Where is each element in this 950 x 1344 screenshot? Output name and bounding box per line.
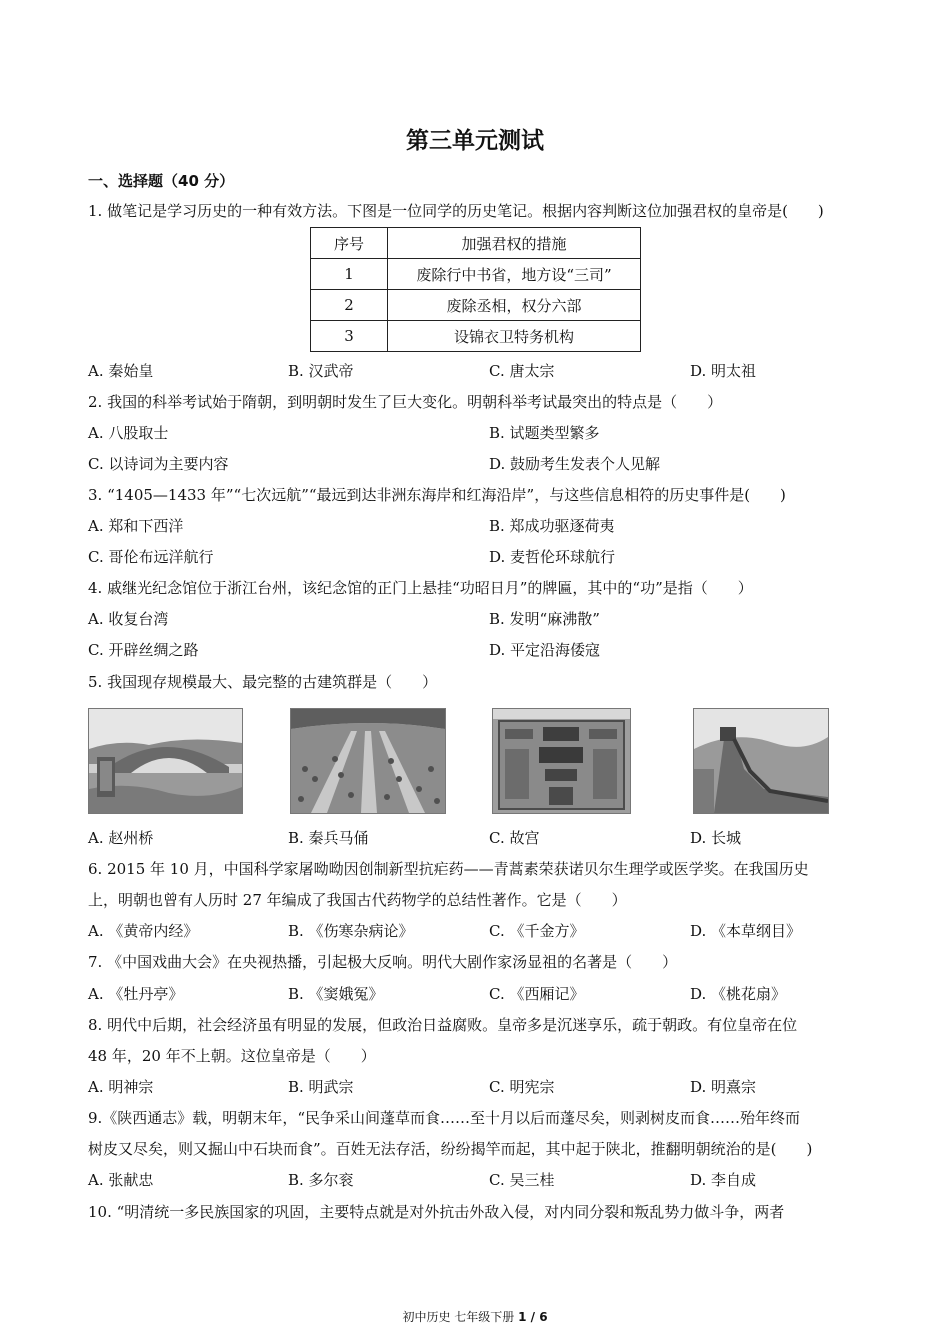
option-c: C. 吴三桂	[489, 1171, 555, 1189]
table-cell: 2	[311, 290, 388, 321]
option-d: D. 鼓励考生发表个人见解	[489, 455, 661, 473]
table-header-row	[311, 228, 641, 259]
option-b: B. 多尔衮	[288, 1171, 354, 1189]
zhaozhou-bridge-photo	[88, 708, 243, 814]
option-c: C. 开辟丝绸之路	[88, 641, 199, 659]
section-heading: 一、选择题（40 分）	[88, 172, 235, 190]
question-7-stem: 7. 《中国戏曲大会》在央视热播，引起极大反响。明代大剧作家汤显祖的名著是（ ）	[88, 953, 678, 971]
great-wall-photo	[693, 708, 829, 814]
option-c: C. 以诗词为主要内容	[88, 455, 229, 473]
option-a: A. 张献忠	[88, 1171, 154, 1189]
option-b: B. 《伤寒杂病论》	[288, 922, 414, 940]
option-b: B. 郑成功驱逐荷夷	[489, 517, 615, 535]
option-c: C. 哥伦布远洋航行	[88, 548, 214, 566]
page-title: 第三单元测试	[406, 128, 544, 154]
question-4-stem: 4. 戚继光纪念馆位于浙江台州，该纪念馆的正门上悬挂“功昭日月”的牌匾，其中的“功”是指（ ）	[88, 579, 753, 597]
table-cell: 废除丞相，权分六部	[388, 290, 641, 321]
option-b: B. 汉武帝	[288, 362, 354, 380]
page-number: 1 / 6	[518, 1310, 548, 1324]
option-b: B. 秦兵马俑	[288, 829, 369, 847]
option-a: A. 明神宗	[88, 1078, 154, 1096]
table-row	[311, 321, 641, 352]
page-footer	[0, 1308, 950, 1325]
option-a: A. 收复台湾	[88, 610, 169, 628]
option-b: B. 《窦娥冤》	[288, 985, 384, 1003]
option-d: D. 长城	[690, 829, 742, 847]
question-9-stem: 9.《陕西通志》载，明朝末年，“民争采山间蓬草而食……至十月以后而蓬尽矣，则剥树皮而食……殆年终而	[88, 1109, 800, 1127]
question-6-stem-cont: 上，明朝也曾有人历时 27 年编成了我国古代药物学的总结性著作。它是（ ）	[88, 891, 627, 909]
question-10-stem: 10. “明清统一多民族国家的巩固，主要特点就是对外抗击外敌入侵，对内同分裂和叛乱势力做斗争，两者	[88, 1203, 785, 1221]
option-d: D. 平定沿海倭寇	[489, 641, 601, 659]
option-b: B. 发明“麻沸散”	[489, 610, 600, 628]
option-d: D. 明熹宗	[690, 1078, 757, 1096]
question-5-stem: 5. 我国现存规模最大、最完整的古建筑群是（ ）	[88, 673, 438, 691]
option-c: C. 《千金方》	[489, 922, 585, 940]
option-a: A. 《黄帝内经》	[88, 922, 199, 940]
forbidden-city-photo	[492, 708, 631, 814]
question-9-stem-cont: 树皮又尽矣，则又掘山中石块而食”。百姓无法存活，纷纷揭竿而起，其中起于陕北，推翻明朝统治的是( )	[88, 1140, 813, 1158]
option-d: D. 麦哲伦环球航行	[489, 548, 616, 566]
option-c: C. 明宪宗	[489, 1078, 555, 1096]
table-row	[311, 259, 641, 290]
option-d: D. 《桃花扇》	[690, 985, 787, 1003]
question-8-stem: 8. 明代中后期，社会经济虽有明显的发展，但政治日益腐败。皇帝多是沉迷享乐，疏于朝政。有位皇帝在位	[88, 1016, 798, 1034]
option-b: B. 试题类型繁多	[489, 424, 600, 442]
question-6-stem: 6. 2015 年 10 月，中国科学家屠呦呦因创制新型抗疟药——青蒿素荣获诺贝尔生理学或医学奖。在我国历史	[88, 860, 809, 878]
option-b: B. 明武宗	[288, 1078, 354, 1096]
option-c: C. 唐太宗	[489, 362, 555, 380]
option-d: D. 明太祖	[690, 362, 757, 380]
table-header: 序号	[311, 228, 388, 259]
footer-text: 初中历史 七年级下册	[402, 1310, 515, 1324]
option-d: D. 《本草纲目》	[690, 922, 802, 940]
question-2-stem: 2. 我国的科举考试始于隋朝，到明朝时发生了巨大变化。明朝科举考试最突出的特点是（ ）	[88, 393, 723, 411]
option-a: A. 《牡丹亭》	[88, 985, 184, 1003]
table-cell: 1	[311, 259, 388, 290]
option-a: A. 郑和下西洋	[88, 517, 184, 535]
table-cell: 设锦衣卫特务机构	[388, 321, 641, 352]
option-c: C. 《西厢记》	[489, 985, 585, 1003]
table-header: 加强君权的措施	[388, 228, 641, 259]
question-8-stem-cont: 48 年，20 年不上朝。这位皇帝是（ ）	[88, 1047, 376, 1065]
option-a: A. 八股取士	[88, 424, 169, 442]
option-c: C. 故宫	[489, 829, 540, 847]
option-a: A. 秦始皇	[88, 362, 154, 380]
table-cell: 废除行中书省，地方设“三司”	[388, 259, 641, 290]
notes-table	[310, 227, 641, 352]
option-d: D. 李自成	[690, 1171, 757, 1189]
table-cell: 3	[311, 321, 388, 352]
table-row	[311, 290, 641, 321]
question-1-stem: 1. 做笔记是学习历史的一种有效方法。下图是一位同学的历史笔记。根据内容判断这位加强君权的皇帝是( )	[88, 202, 824, 220]
option-a: A. 赵州桥	[88, 829, 154, 847]
terracotta-warriors-photo	[290, 708, 446, 814]
question-3-stem: 3. “1405—1433 年”“七次远航”“最远到达非洲东海岸和红海沿岸”，与这些信息相符的历史事件是( )	[88, 486, 786, 504]
